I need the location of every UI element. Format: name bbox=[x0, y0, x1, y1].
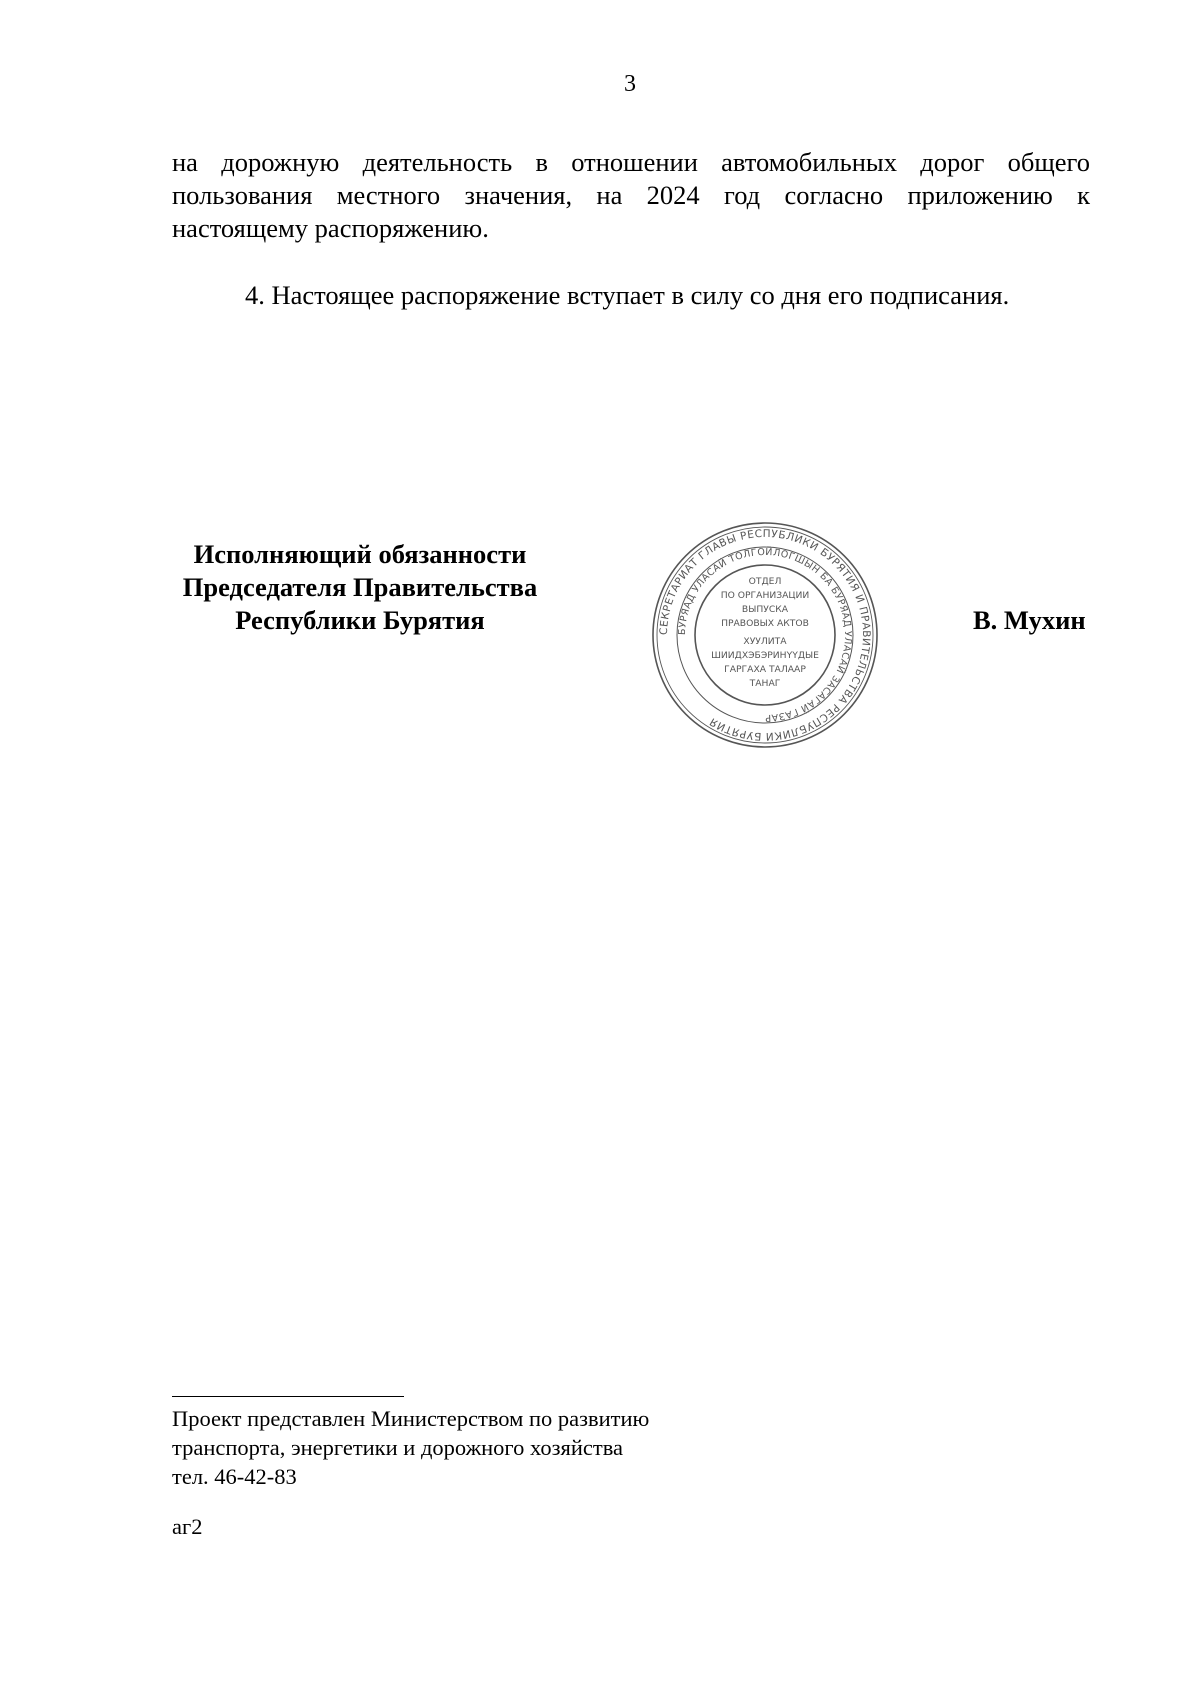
seal-center-line: ГАРГАХА ТАЛААР bbox=[724, 664, 806, 675]
footnote-divider bbox=[172, 1396, 404, 1397]
signatory-title-line: Исполняющий обязанности bbox=[193, 539, 527, 569]
seal-center-line: ПО ОРГАНИЗАЦИИ bbox=[720, 590, 810, 601]
seal-center-line: ПРАВОВЫХ АКТОВ bbox=[721, 618, 809, 629]
official-seal-stamp bbox=[650, 520, 880, 750]
footnote-line: Проект представлен Министерством по развитию bbox=[172, 1406, 650, 1431]
signatory-title-line: Председателя Правительства bbox=[182, 572, 538, 602]
signatory-title-line: Республики Бурятия bbox=[235, 605, 485, 635]
paragraph-line: настоящему распоряжению. bbox=[172, 213, 489, 243]
seal-center-line: ШИИДХЭБЭРИНҮҮДЫЕ bbox=[711, 650, 819, 661]
document-code: аг2 bbox=[172, 1514, 203, 1539]
seal-center-line: ОТДЕЛ bbox=[748, 576, 782, 587]
footnote-line: тел. 46-42-83 bbox=[172, 1464, 297, 1489]
seal-inner-text: БУРЯАД УЛАСАЙ ТОЛГОЙЛОГШЫН БА БУРЯАД УЛАСАЙ ЗАСАГАЙ ГАЗАР bbox=[676, 546, 854, 724]
signatory-name: В. Мухин bbox=[973, 605, 1086, 635]
footnote-line: транспорта, энергетики и дорожного хозяйства bbox=[172, 1435, 624, 1460]
seal-center-line: ХУУЛИТА bbox=[743, 636, 787, 647]
paragraph-line: пользования местного значения, на 2024 год согласно приложению к bbox=[172, 180, 1090, 210]
seal-outer-text: СЕКРЕТАРИАТ ГЛАВЫ РЕСПУБЛИКИ БУРЯТИЯ И ПРАВИТЕЛЬСТВА РЕСПУБЛИКИ БУРЯТИЯ bbox=[657, 527, 873, 743]
seal-center-line: ТАНАГ bbox=[749, 678, 781, 689]
footnote bbox=[172, 1404, 649, 1491]
seal-center-line: ВЫПУСКА bbox=[741, 604, 789, 615]
point-4-text: 4. Настоящее распоряжение вступает в силу со дня его подписания. bbox=[245, 280, 1010, 310]
signatory-title bbox=[160, 538, 560, 637]
page-number: 3 bbox=[624, 71, 636, 97]
paragraph-continuation bbox=[172, 146, 1090, 245]
paragraph-line: на дорожную деятельность в отношении автомобильных дорог общего bbox=[172, 147, 1090, 177]
